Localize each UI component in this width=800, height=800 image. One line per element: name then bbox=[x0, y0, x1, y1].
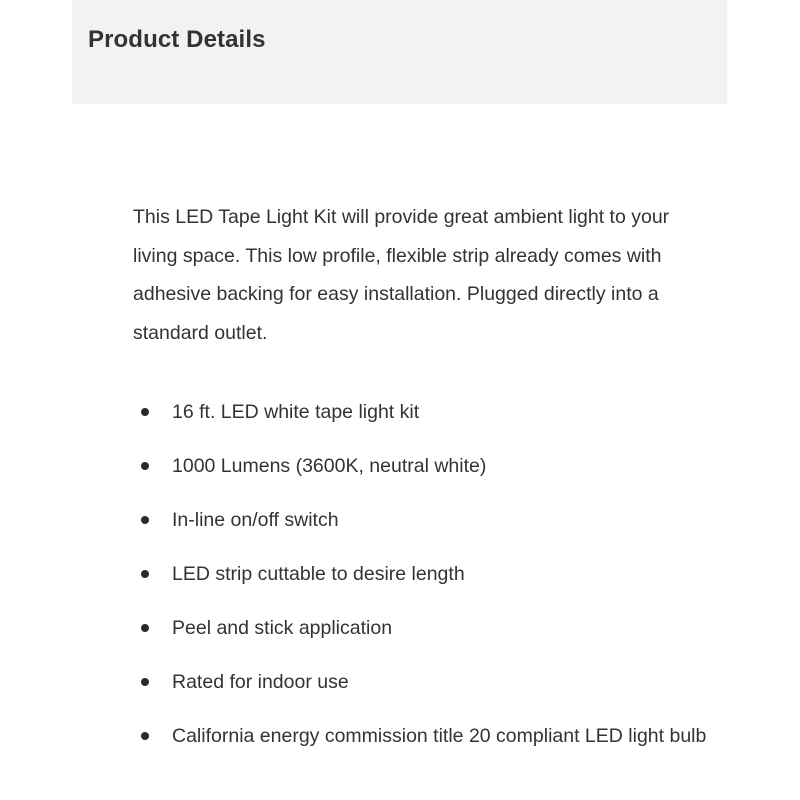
feature-text: California energy commission title 20 compliant LED light bulb bbox=[172, 725, 707, 747]
feature-item bbox=[133, 555, 713, 593]
bullet-icon bbox=[141, 570, 149, 578]
bullet-icon bbox=[141, 516, 149, 524]
feature-item bbox=[133, 447, 713, 485]
bullet-icon bbox=[141, 408, 149, 416]
feature-item bbox=[133, 717, 713, 755]
feature-text: Rated for indoor use bbox=[172, 671, 349, 693]
bullet-icon bbox=[141, 732, 149, 740]
feature-text: In-line on/off switch bbox=[172, 509, 339, 531]
bullet-icon bbox=[141, 462, 149, 470]
feature-item bbox=[133, 609, 713, 647]
feature-item bbox=[133, 393, 713, 431]
feature-text: 1000 Lumens (3600K, neutral white) bbox=[172, 455, 487, 477]
feature-text: Peel and stick application bbox=[172, 617, 393, 639]
bullet-icon bbox=[141, 678, 149, 686]
feature-text: LED strip cuttable to desire length bbox=[172, 563, 465, 585]
feature-item bbox=[133, 663, 713, 701]
section-header bbox=[72, 0, 727, 104]
feature-item bbox=[133, 501, 713, 539]
section-title: Product Details bbox=[88, 26, 266, 53]
feature-text: 16 ft. LED white tape light kit bbox=[172, 401, 420, 423]
feature-list bbox=[133, 393, 713, 771]
bullet-icon bbox=[141, 624, 149, 632]
product-description: This LED Tape Light Kit will provide great ambient light to your living space. This low profile, flexible strip already comes with adhesive backing for easy installation. Plugged directly into a standard outlet. bbox=[133, 206, 670, 344]
